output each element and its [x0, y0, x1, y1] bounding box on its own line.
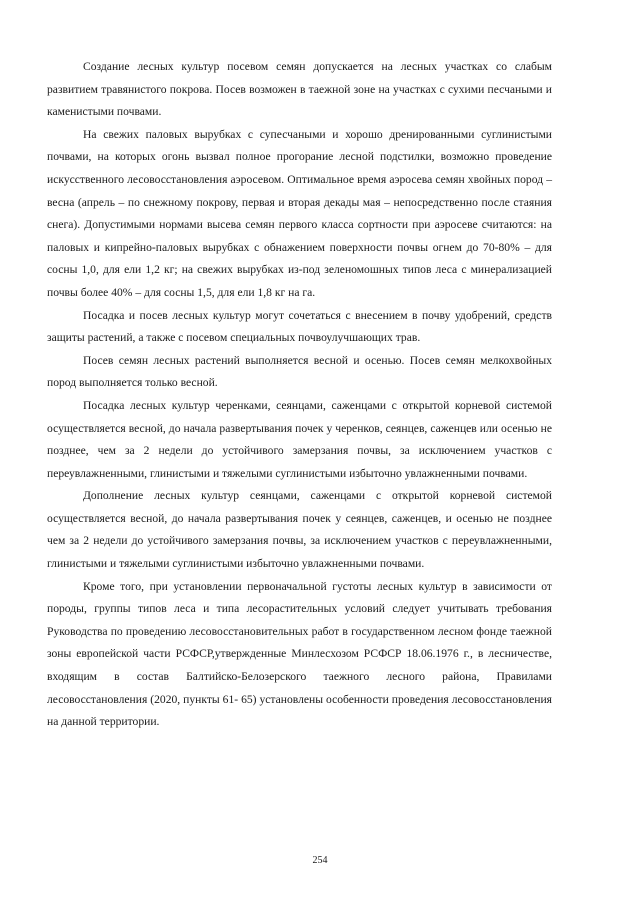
paragraph-5: Посадка лесных культур черенками, сеянцами, саженцами с открытой корневой системой осуществляется весной, до начала развертывания почек у черенков, сеянцев, саженцев или осенью не позднее, чем за 2 недели до устойчивого замерзания почвы, за исключением участков с переувлажненными, глинистыми и тяжелыми суглинистыми избыточно увлажненными почвами. — [47, 398, 552, 480]
page-number: 254 — [312, 855, 328, 866]
paragraph-3: Посадка и посев лесных культур могут сочетаться с внесением в почву удобрений, средств защиты растений, а также с посевом специальных почвоулучшающих трав. — [47, 308, 552, 345]
paragraph-6: Дополнение лесных культур сеянцами, саженцами с открытой корневой системой осуществляется весной, до начала развертывания почек у сеянцев, саженцев, и осенью не позднее чем за 2 недели до устойчивого замерзания почвы, за исключением участков с переувлажненными, глинистыми и тяжелыми суглинистыми избыточно увлажненными почвами. — [47, 489, 552, 571]
paragraph-2: На свежих паловых вырубках с супесчаными и хорошо дренированными суглинистыми почвами, на которых огонь вызвал полное прогорание лесной подстилки, возможно проведение искусственного лесовосстановления аэросевом. Оптимальное время аэросева семян хвойных пород – весна (апрель – по снежному покрову, первая и вторая декады мая – непосредственно после стаяния снега). Допустимыми нормами высева семян первого класса сортности при аэросеве считаются: на паловых и кипрейно-паловых вырубках с обнажением поверхности почвы огнем до 70-80% – для сосны 1,0, для ели 1,2 кг; на свежих вырубках из-под зеленомошных типов леса с минерализацией почвы более 40% – для сосны 1,5, для ели 1,8 кг на га. — [47, 127, 552, 299]
body-text — [47, 56, 552, 734]
paragraph-1: Создание лесных культур посевом семян допускается на лесных участках со слабым развитием травянистого покрова. Посев возможен в таежной зоне на участках с сухими песчаными и каменистыми почвами. — [47, 60, 552, 119]
paragraph-7: Кроме того, при установлении первоначальной густоты лесных культур в зависимости от породы, группы типов леса и типа лесорастительных условий следует учитывать требования Руководства по проведению лесовосстановительных работ в государственном лесном фонде таежной зоны европейской части РСФСР,утвержденные Минлесхозом РСФСР 18.06.1976 г., в лесничестве, входящим в состав Балтийско-Белозерского таежного лесного района, Правилами лесовосстановления (2020, пункты 61- 65) установлены особенности проведения лесовосстановления на данной территории. — [47, 579, 552, 729]
paragraph-4: Посев семян лесных растений выполняется весной и осенью. Посев семян мелкохвойных пород выполняется только весной. — [47, 353, 552, 390]
